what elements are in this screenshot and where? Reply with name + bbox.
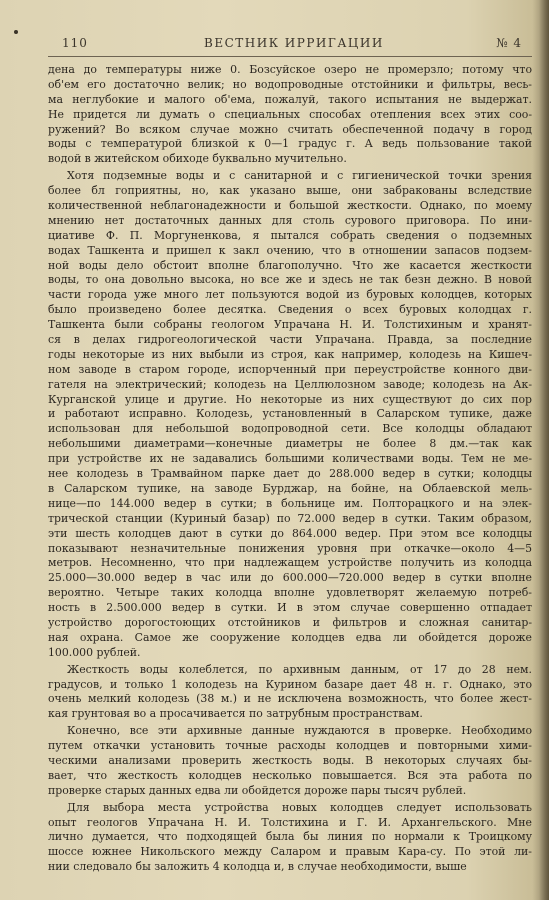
text-line: метров. Несомненно, что при надлежащем устройстве получить из колодца (48, 556, 532, 570)
text-line: эти шесть колодцев дают в сутки до 864.000 ведер. При этом все колодцы (48, 526, 532, 540)
text-line: Жесткость воды колеблется, по архивным данным, от 17 до 28 нем. (67, 662, 532, 676)
text-line: при устройстве их не задавались большими количествами воды. Тем не ме- (48, 452, 532, 466)
paragraph (48, 724, 532, 798)
text-line: мнению нет достаточных данных для столь сурового приговора. По ини- (48, 213, 532, 227)
text-line: использован для небольшой водопроводной сети. Все колодцы обладают (48, 422, 532, 436)
text-line: ная охрана. Самое же сооружение колодцев едва ли обойдется дороже (48, 630, 532, 644)
text-line: циативе Ф. П. Моргуненкова, я пытался собрать сведения о подземных (48, 228, 532, 242)
binding-edge-shadow (539, 0, 549, 900)
text-line: шоссе южнее Никольского между Саларом и правым Кара-су. По этой ли- (48, 845, 532, 859)
text-line: и работают исправно. Колодезь, установленный в Саларском тупике, даже (48, 407, 532, 421)
text-line: проверке старых данных едва ли обойдется дороже пары тысяч рублей. (48, 783, 467, 797)
text-line: Ташкента были собраны геологом Упрачана Н. И. Толстихиным и хранят- (48, 318, 532, 332)
text-line: вероятно. Четыре таких колодца вполне удовлетворят желаемую потреб- (48, 586, 532, 600)
text-line: показывают незначительные понижения уровня при откачке—около 4—5 (48, 541, 532, 555)
text-line: Не придется ли думать о специальных способах отепления всех этих соо- (48, 107, 532, 121)
text-line: небольшими диаметрами—конечные диаметры не более 8 дм.—так как (48, 437, 532, 451)
text-line: воды, то она довольно высока, но все же и здесь не так безн дежно. В новой (48, 273, 532, 287)
text-line: в Саларском тупике, на заводе Бурджар, на бойне, на Облаевской мель- (48, 481, 532, 495)
text-line: воды с температурой близкой к 0—1 градус г. А ведь пользование такой (48, 137, 532, 151)
text-line: части города уже много лет пользуются водой из буровых колодцев, которых (48, 288, 532, 302)
running-header (62, 36, 522, 52)
text-line: Для выбора места устройства новых колодцев следует использовать (67, 800, 532, 814)
journal-title: ВЕСТНИК ИРРИГАЦИИ (204, 36, 384, 50)
text-line: дена до температуры ниже 0. Бозсуйское озеро не промерзло; потому что (48, 63, 532, 76)
text-line: опыт геологов Упрачана Н. И. Толстихина и Г. И. Архангельского. Мне (48, 815, 532, 829)
header-rule (48, 56, 532, 57)
text-line: градусов, и только 1 колодезь на Курином базаре дает 48 н. г. Однако, это (48, 677, 532, 691)
text-line: ма неглубокие и малого об'ема, пожалуй, такого испытания не выдержат. (48, 92, 532, 106)
text-line: ном заводе в старом городе, испорченный при переустройстве конного дви- (48, 362, 532, 376)
text-line: очень мелкий колодезь (38 м.) и не исключена возможность, что более жест- (48, 692, 532, 706)
text-line: водах Ташкента и пришел к закл очению, что в отношении запасов подзем- (48, 243, 532, 257)
text-line: 25.000—30.000 ведер в час или до 600.000—720.000 ведер в сутки вполне (48, 571, 532, 585)
text-line: ческими анализами проверить жесткость воды. В некоторых случаях бы- (48, 753, 532, 767)
text-line: ся в делах гидрогеологической части Упрачана. Правда, за последние (48, 333, 532, 347)
text-line: более бл гоприятны, но, как указано выше, они забракованы вследствие (48, 184, 532, 198)
text-line: Конечно, все эти архивные данные нуждаются в проверке. Необходимо (67, 724, 532, 738)
text-line: ность в 2.500.000 ведер в сутки. И в этом случае совершенно отпадает (48, 601, 532, 615)
text-line: нии следовало бы заложить 4 колодца и, в случае необходимости, выше (48, 860, 467, 874)
text-line: устройство дорогостоющих отстойников и фильтров и сложная санитар- (48, 615, 532, 629)
text-line: Курганской улице и другие. Но некоторые из них существуют до сих пор (48, 392, 532, 406)
text-line: водой в житейском обиходе буквально мучительно. (48, 152, 347, 166)
text-line: было произведено более десятка. Сведения о всех буровых колодцах г. (48, 303, 532, 317)
paragraph (48, 801, 532, 875)
text-line: лично думается, что подходящей была бы линия по нормали к Троицкому (48, 830, 532, 844)
ink-dot (14, 30, 18, 34)
text-line: вает, что жесткость колодцев несколько повышается. Вся эта работа по (48, 768, 532, 782)
text-line: кая грунтовая во а просачивается по затрубным пространствам. (48, 707, 423, 721)
text-line: ной воды дело обстоит вполне благополучно. Что же касается жесткости (48, 258, 532, 272)
text-line: нее колодезь в Трамвайном парке дает до 288.000 ведер в сутки; колодцы (48, 467, 532, 481)
text-line: годы некоторые из них выбыли из строя, как например, колодезь на Кишеч- (48, 347, 532, 361)
paragraph (48, 663, 532, 723)
text-line: гателя на электрический; колодезь на Целлюлозном заводе; колодезь на Ак- (48, 377, 532, 391)
text-line: нице—по 144.000 ведер в сутки; в больнице им. Полторацкого и на элек- (48, 496, 532, 510)
text-line: количественной неблагонадежности и большой жесткости. Однако, по моему (48, 199, 532, 213)
article-body (48, 63, 532, 877)
issue-number: № 4 (496, 36, 522, 50)
paragraph (48, 169, 532, 660)
text-line: путем откачки установить точные расходы колодцев и повторными хими- (48, 739, 532, 753)
page-number: 110 (62, 36, 88, 50)
text-line: трической станции (Куриный базар) по 72.000 ведер в сутки. Таким образом, (48, 511, 532, 525)
text-line: ружений? Во всяком случае можно считать обеспеченной подачу в город (48, 122, 532, 136)
text-line: об'ем его достаточно велик; но водопроводные отстойники и фильтры, весь- (48, 77, 532, 91)
paragraph (48, 63, 532, 167)
text-line: 100.000 рублей. (48, 645, 141, 659)
text-line: Хотя подземные воды и с санитарной и с гигиенической точки зрения (67, 169, 532, 183)
